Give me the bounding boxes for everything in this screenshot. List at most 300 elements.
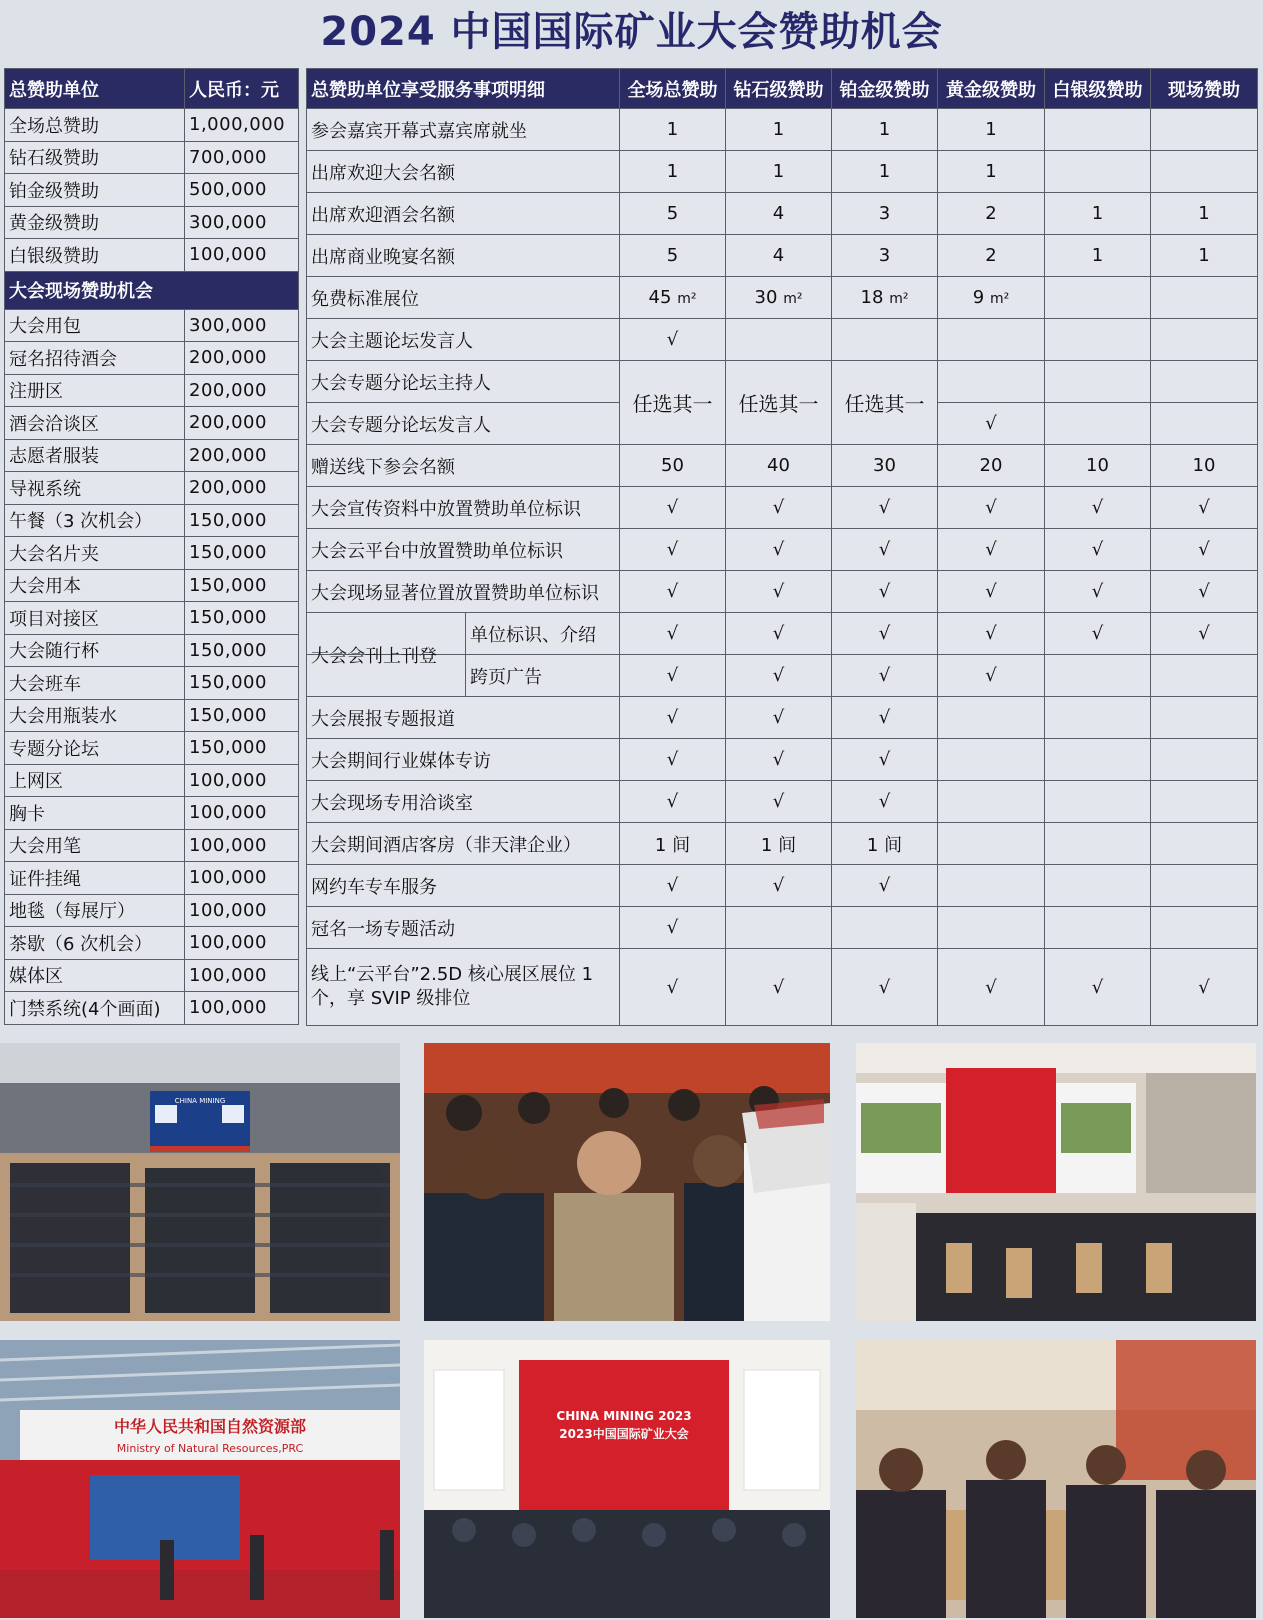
benefit-cell: √	[620, 613, 726, 655]
forum-host-row	[307, 361, 1258, 403]
sponsor-level-price: 700,000	[185, 141, 299, 174]
sponsor-level-name: 白银级赞助	[5, 239, 185, 272]
benefit-value: √	[666, 917, 679, 938]
area-unit: m²	[677, 291, 697, 307]
benefit-value: √	[878, 497, 891, 518]
benefit-label: 大会云平台中放置赞助单位标识	[307, 529, 620, 571]
sponsor-level-name: 铂金级赞助	[5, 174, 185, 207]
benefit-value: √	[772, 497, 785, 518]
benefit-value: 1	[772, 119, 785, 140]
area-unit: m²	[783, 291, 803, 307]
benefit-cell	[620, 823, 726, 865]
benefit-label-split	[307, 613, 620, 667]
photo-audience-seated	[856, 1340, 1256, 1618]
benefit-value: √	[666, 791, 679, 812]
benefit-row	[307, 739, 1258, 781]
choose-one-cell: 任选其一	[726, 361, 832, 445]
benefit-label: 大会现场显著位置放置赞助单位标识	[307, 571, 620, 613]
benefit-label: 大会期间行业媒体专访	[307, 739, 620, 781]
benefit-label: 大会现场专用洽谈室	[307, 781, 620, 823]
benefit-value: 30	[873, 455, 896, 476]
column-header: 铂金级赞助	[832, 69, 938, 109]
onsite-item-price: 150,000	[185, 504, 299, 537]
benefit-cell	[832, 277, 938, 319]
benefit-value: √	[666, 976, 679, 998]
sponsor-level-price: 500,000	[185, 174, 299, 207]
benefit-cell: √	[726, 613, 832, 655]
onsite-item-name: 大会随行杯	[5, 634, 185, 667]
benefit-cell	[726, 445, 832, 487]
onsite-item-name: 午餐（3 次机会）	[5, 504, 185, 537]
benefit-value: √	[1091, 497, 1104, 518]
benefit-value: √	[772, 539, 785, 560]
onsite-item-price: 150,000	[185, 732, 299, 765]
benefit-cell: √	[620, 655, 726, 697]
benefit-cell	[1045, 697, 1151, 739]
benefit-cell	[726, 781, 832, 823]
benefit-cell	[938, 235, 1045, 277]
photo-forum-session	[856, 1043, 1256, 1321]
benefit-value: 10	[1192, 455, 1216, 476]
benefit-value: 1	[1198, 245, 1210, 266]
benefit-value: 1 间	[654, 834, 691, 856]
onsite-item-row	[5, 634, 299, 667]
benefit-value: 4	[772, 245, 785, 266]
benefit-row	[307, 319, 1258, 361]
benefit-value: 1	[1091, 245, 1104, 266]
benefit-cell	[726, 487, 832, 529]
onsite-item-price: 200,000	[185, 374, 299, 407]
benefit-cell	[832, 823, 938, 865]
benefit-value: √	[1198, 497, 1210, 518]
onsite-item-row	[5, 407, 299, 440]
benefit-value: 40	[767, 455, 790, 476]
benefit-cell	[832, 235, 938, 277]
choose-one-cell: 任选其一	[832, 361, 938, 445]
benefit-value: √	[878, 749, 891, 770]
benefit-value: √	[878, 976, 891, 998]
benefit-row	[307, 949, 1258, 1026]
onsite-item-name: 上网区	[5, 764, 185, 797]
benefit-cell	[1151, 949, 1258, 1026]
sponsor-level-price: 100,000	[185, 239, 299, 272]
benefit-cell	[1151, 319, 1258, 361]
benefit-value: 1	[772, 161, 785, 182]
benefit-cell	[726, 739, 832, 781]
benefit-value: √	[878, 539, 891, 560]
benefit-cell	[832, 193, 938, 235]
benefit-value: √	[666, 329, 679, 350]
benefit-cell	[938, 571, 1045, 613]
benefit-cell	[620, 277, 726, 319]
onsite-item-row	[5, 894, 299, 927]
onsite-item-row	[5, 699, 299, 732]
onsite-item-row	[5, 829, 299, 862]
benefit-cell	[938, 151, 1045, 193]
benefit-cell	[1045, 319, 1151, 361]
benefits-header-row	[307, 69, 1258, 109]
benefit-cell	[1151, 193, 1258, 235]
benefit-row	[307, 823, 1258, 865]
benefit-cell	[620, 445, 726, 487]
benefit-cell	[938, 487, 1045, 529]
benefit-cell	[938, 739, 1045, 781]
benefit-value: 1	[1198, 203, 1210, 224]
sponsor-level-price: 300,000	[185, 206, 299, 239]
benefit-cell	[832, 529, 938, 571]
benefit-label: 线上“云平台”2.5D 核心展区展位 1 个，享 SVIP 级排位	[307, 949, 620, 1026]
benefit-cell	[1045, 403, 1151, 445]
benefit-value: √	[1091, 539, 1104, 560]
benefit-cell	[620, 739, 726, 781]
benefit-cell: √	[938, 613, 1045, 655]
benefit-row	[307, 487, 1258, 529]
benefit-cell: √	[1151, 613, 1258, 655]
benefit-cell	[832, 571, 938, 613]
benefit-value: √	[772, 749, 785, 770]
benefit-cell	[726, 109, 832, 151]
benefit-value: 30	[754, 287, 778, 308]
benefit-cell	[832, 487, 938, 529]
benefit-cell	[620, 865, 726, 907]
benefit-row	[307, 445, 1258, 487]
benefit-row	[307, 865, 1258, 907]
benefit-value: 50	[661, 455, 684, 476]
benefit-row	[307, 235, 1258, 277]
onsite-item-price: 100,000	[185, 927, 299, 960]
benefit-cell	[1151, 361, 1258, 403]
benefit-label: 大会期间酒店客房（非天津企业）	[307, 823, 620, 865]
benefit-cell	[620, 235, 726, 277]
benefit-cell	[938, 445, 1045, 487]
benefit-cell	[938, 949, 1045, 1026]
onsite-item-name: 志愿者服装	[5, 439, 185, 472]
benefit-value: 45	[648, 287, 672, 308]
benefit-cell	[1045, 907, 1151, 949]
benefit-cell: √	[938, 655, 1045, 697]
benefit-value: 5	[666, 203, 679, 224]
sponsor-level-row	[5, 174, 299, 207]
benefit-label: 大会主题论坛发言人	[307, 319, 620, 361]
benefit-cell	[1151, 907, 1258, 949]
benefit-value: √	[666, 581, 679, 602]
benefit-label: 大会展报专题报道	[307, 697, 620, 739]
onsite-item-name: 门禁系统(4个画面)	[5, 992, 185, 1025]
column-header: 全场总赞助	[620, 69, 726, 109]
benefit-cell	[832, 949, 938, 1026]
benefit-label: 参会嘉宾开幕式嘉宾席就坐	[307, 109, 620, 151]
benefit-value: 1	[878, 119, 891, 140]
onsite-item-row	[5, 537, 299, 570]
benefit-cell	[832, 697, 938, 739]
benefit-value: √	[666, 539, 679, 560]
sponsor-level-row	[5, 109, 299, 142]
benefit-value: √	[878, 581, 891, 602]
benefit-value: 4	[772, 203, 785, 224]
column-header: 白银级赞助	[1045, 69, 1151, 109]
benefit-label: 赠送线下参会名额	[307, 445, 620, 487]
benefit-cell	[1151, 109, 1258, 151]
benefit-value: 1	[666, 119, 679, 140]
benefit-row	[307, 151, 1258, 193]
choose-one-cell: 任选其一	[620, 361, 726, 445]
benefit-cell	[1045, 151, 1151, 193]
benefit-value: √	[985, 539, 997, 560]
onsite-item-price: 100,000	[185, 797, 299, 830]
benefit-cell	[1151, 823, 1258, 865]
benefit-label: 冠名一场专题活动	[307, 907, 620, 949]
benefit-cell	[726, 151, 832, 193]
benefit-cell	[1151, 571, 1258, 613]
sponsor-level-name: 全场总赞助	[5, 109, 185, 142]
benefit-row	[307, 109, 1258, 151]
onsite-item-price: 200,000	[185, 472, 299, 505]
benefit-value: √	[772, 707, 785, 728]
benefit-cell	[938, 193, 1045, 235]
sponsor-level-price: 1,000,000	[185, 109, 299, 142]
benefit-value: √	[772, 791, 785, 812]
benefit-value: 1	[985, 119, 997, 140]
benefit-cell	[1045, 823, 1151, 865]
onsite-item-name: 大会用本	[5, 569, 185, 602]
header-items: 总赞助单位享受服务事项明细	[307, 69, 620, 109]
benefit-cell	[620, 781, 726, 823]
benefit-cell	[620, 571, 726, 613]
onsite-item-name: 地毯（每展厅）	[5, 894, 185, 927]
benefit-cell	[938, 781, 1045, 823]
column-header: 钻石级赞助	[726, 69, 832, 109]
sponsor-level-row	[5, 141, 299, 174]
page-title: 2024 中国国际矿业大会赞助机会	[320, 9, 943, 55]
benefit-cell	[620, 487, 726, 529]
onsite-item-price: 200,000	[185, 342, 299, 375]
benefit-row	[307, 529, 1258, 571]
column-header: 现场赞助	[1151, 69, 1258, 109]
journal-row	[307, 613, 1258, 655]
benefit-value: √	[666, 749, 679, 770]
forum-speaker-gold: √	[938, 403, 1045, 445]
benefit-cell	[1045, 655, 1151, 697]
onsite-item-price: 100,000	[185, 764, 299, 797]
benefit-cell	[1151, 739, 1258, 781]
benefit-value: √	[878, 707, 891, 728]
onsite-item-row	[5, 439, 299, 472]
benefit-value: √	[878, 791, 891, 812]
benefit-cell	[620, 319, 726, 361]
benefit-value: 3	[878, 203, 891, 224]
benefit-row	[307, 193, 1258, 235]
onsite-item-row	[5, 342, 299, 375]
journal-main-label: 大会会刊上刊登	[311, 645, 437, 667]
benefit-cell	[938, 823, 1045, 865]
benefit-cell	[726, 907, 832, 949]
onsite-item-row	[5, 504, 299, 537]
benefit-cell: √	[832, 613, 938, 655]
onsite-item-price: 150,000	[185, 634, 299, 667]
benefit-value: √	[985, 976, 997, 998]
benefit-value: √	[1091, 581, 1104, 602]
benefit-cell	[1045, 571, 1151, 613]
benefit-cell	[1045, 865, 1151, 907]
onsite-item-row	[5, 764, 299, 797]
photo-smiling-delegates	[424, 1043, 830, 1321]
benefit-value: √	[666, 497, 679, 518]
onsite-item-row	[5, 992, 299, 1025]
benefit-cell	[620, 151, 726, 193]
journal-label	[307, 613, 466, 667]
benefit-label: 免费标准展位	[307, 277, 620, 319]
journal-split	[307, 613, 619, 667]
benefit-cell	[1151, 403, 1258, 445]
onsite-item-name: 大会名片夹	[5, 537, 185, 570]
onsite-item-name: 项目对接区	[5, 602, 185, 635]
benefit-cell: √	[1045, 613, 1151, 655]
benefit-cell	[1151, 697, 1258, 739]
area-unit: m²	[889, 291, 909, 307]
onsite-item-price: 100,000	[185, 992, 299, 1025]
benefit-value: 2	[985, 203, 997, 224]
benefit-row	[307, 697, 1258, 739]
onsite-item-price: 100,000	[185, 959, 299, 992]
onsite-item-name: 大会用包	[5, 309, 185, 342]
benefit-label: 网约车专车服务	[307, 865, 620, 907]
sponsor-level-row	[5, 239, 299, 272]
benefit-cell	[620, 949, 726, 1026]
benefit-value: 20	[979, 455, 1003, 476]
onsite-item-name: 茶歇（6 次机会）	[5, 927, 185, 960]
onsite-item-price: 200,000	[185, 407, 299, 440]
benefit-cell	[620, 697, 726, 739]
onsite-item-price: 100,000	[185, 894, 299, 927]
onsite-item-name: 大会用瓶装水	[5, 699, 185, 732]
onsite-item-price: 150,000	[185, 537, 299, 570]
sponsor-level-name: 钻石级赞助	[5, 141, 185, 174]
onsite-item-name: 冠名招待酒会	[5, 342, 185, 375]
benefit-cell	[1045, 949, 1151, 1026]
benefit-cell	[1045, 529, 1151, 571]
onsite-item-row	[5, 797, 299, 830]
benefit-cell	[1151, 235, 1258, 277]
benefit-value: 1	[985, 161, 997, 182]
onsite-item-row	[5, 959, 299, 992]
benefit-cell	[726, 571, 832, 613]
benefit-cell	[1151, 865, 1258, 907]
benefit-cell	[1045, 487, 1151, 529]
benefit-cell	[726, 193, 832, 235]
benefit-value: √	[1198, 976, 1210, 998]
benefit-label: 出席商业晚宴名额	[307, 235, 620, 277]
onsite-item-price: 200,000	[185, 439, 299, 472]
benefit-cell	[726, 319, 832, 361]
photo-ministry-booth	[0, 1340, 400, 1618]
benefit-cell	[832, 907, 938, 949]
benefit-cell	[1151, 529, 1258, 571]
benefit-cell	[726, 235, 832, 277]
benefit-cell	[1045, 235, 1151, 277]
onsite-item-price: 150,000	[185, 699, 299, 732]
benefit-row	[307, 571, 1258, 613]
forum-host-label: 大会专题分论坛主持人	[307, 361, 620, 403]
onsite-item-row	[5, 309, 299, 342]
benefit-value: 3	[878, 245, 891, 266]
benefit-cell	[726, 949, 832, 1026]
benefit-cell	[938, 697, 1045, 739]
benefit-cell	[620, 193, 726, 235]
journal-sub-label: 单位标识、介绍	[470, 624, 596, 646]
onsite-item-price: 100,000	[185, 862, 299, 895]
benefit-cell	[726, 529, 832, 571]
forum-speaker-label: 大会专题分论坛发言人	[307, 403, 620, 445]
benefit-cell	[1045, 739, 1151, 781]
benefit-value: 1	[878, 161, 891, 182]
benefit-value: √	[985, 497, 997, 518]
onsite-item-row	[5, 667, 299, 700]
banner-en: CHINA MINING 2023	[556, 1409, 692, 1423]
onsite-item-price: 300,000	[185, 309, 299, 342]
header-currency: 人民币：元	[185, 69, 299, 109]
benefit-cell	[1045, 445, 1151, 487]
benefit-cell	[938, 319, 1045, 361]
onsite-item-name: 胸卡	[5, 797, 185, 830]
benefit-value: √	[985, 581, 997, 602]
benefit-cell	[832, 151, 938, 193]
sponsor-price-table	[4, 68, 299, 1025]
onsite-header: 大会现场赞助机会	[5, 271, 299, 309]
onsite-item-row	[5, 862, 299, 895]
header-unit: 总赞助单位	[5, 69, 185, 109]
sponsor-level-name: 黄金级赞助	[5, 206, 185, 239]
onsite-item-row	[5, 472, 299, 505]
onsite-item-row	[5, 732, 299, 765]
price-table-header	[5, 69, 299, 109]
onsite-item-name: 媒体区	[5, 959, 185, 992]
benefit-cell	[726, 277, 832, 319]
benefits-table	[306, 68, 1258, 1026]
benefit-value: √	[772, 976, 785, 998]
photo-conference-hall	[0, 1043, 400, 1321]
hall-screen-text: CHINA MINING	[174, 1097, 226, 1105]
benefit-cell	[1045, 277, 1151, 319]
benefit-value: √	[772, 875, 785, 896]
benefit-cell	[832, 781, 938, 823]
benefit-cell	[620, 109, 726, 151]
onsite-item-price: 150,000	[185, 569, 299, 602]
onsite-item-name: 注册区	[5, 374, 185, 407]
benefit-cell	[1151, 781, 1258, 823]
benefit-cell	[938, 907, 1045, 949]
benefit-cell	[832, 109, 938, 151]
benefit-cell	[832, 865, 938, 907]
benefit-cell	[832, 319, 938, 361]
benefit-cell	[726, 865, 832, 907]
benefit-cell	[832, 739, 938, 781]
onsite-item-price: 100,000	[185, 829, 299, 862]
onsite-item-row	[5, 927, 299, 960]
benefit-value: 18	[860, 287, 884, 308]
benefit-row	[307, 781, 1258, 823]
benefit-row	[307, 277, 1258, 319]
onsite-item-row	[5, 374, 299, 407]
onsite-item-row	[5, 569, 299, 602]
onsite-item-name: 大会班车	[5, 667, 185, 700]
onsite-item-name: 专题分论坛	[5, 732, 185, 765]
benefit-cell	[726, 697, 832, 739]
benefit-value: 1 间	[866, 834, 903, 856]
benefit-value: √	[1198, 539, 1210, 560]
benefit-cell	[938, 529, 1045, 571]
benefit-cell	[1151, 151, 1258, 193]
benefit-cell	[726, 823, 832, 865]
